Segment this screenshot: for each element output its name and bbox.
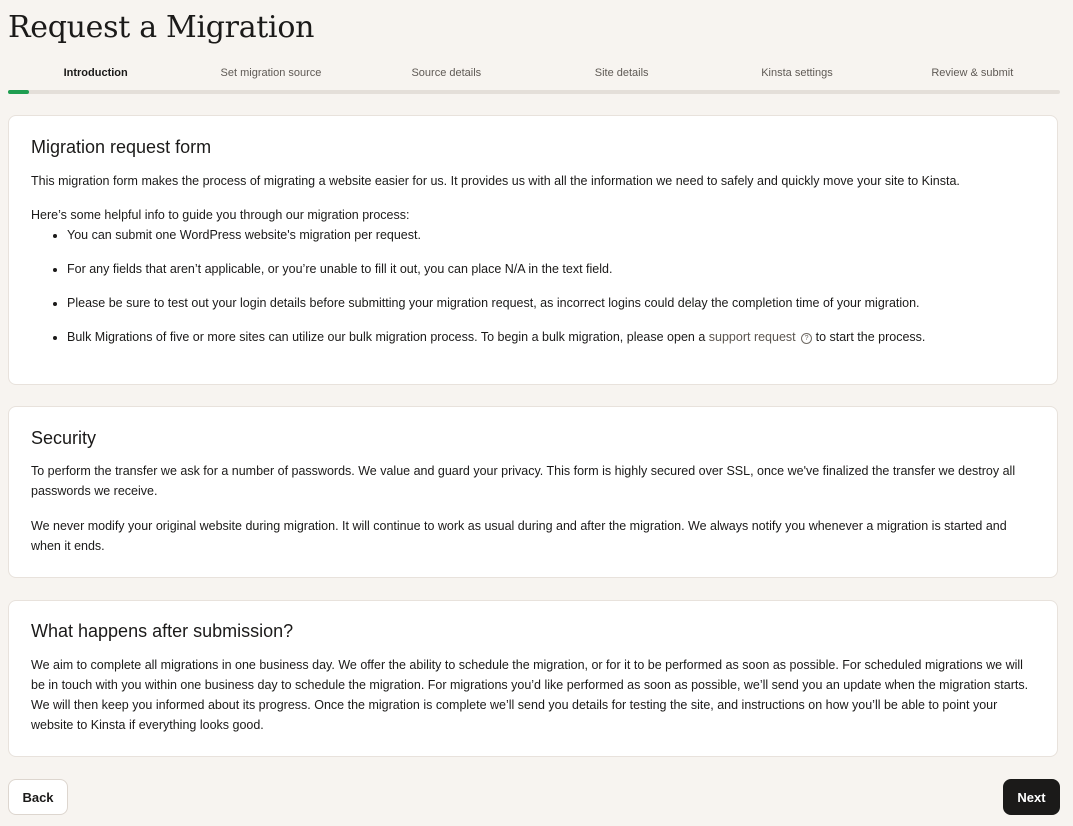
progress-track [8, 90, 1060, 94]
bulk-suffix: to start the process. [815, 330, 926, 344]
support-request-link[interactable] [709, 330, 812, 344]
step-review-submit[interactable]: Review & submit [931, 67, 1014, 79]
intro-bullets [31, 225, 1035, 361]
step-set-migration-source[interactable]: Set migration source [220, 67, 322, 79]
next-button[interactable]: Next [1003, 779, 1060, 815]
support-request-label[interactable]: support request [708, 330, 796, 344]
security-paragraph-1: To perform the transfer we ask for a number of passwords. We value and guard your privacy. This form is highly secured over SSL, once we've finalized the transfer we destroy all passwords we receive. [31, 464, 1016, 498]
security-card [8, 406, 1058, 578]
step-site-details[interactable]: Site details [594, 67, 649, 79]
step-source-details[interactable]: Source details [411, 67, 482, 79]
after-submission-heading: What happens after submission? [31, 621, 294, 641]
after-submission-card [8, 600, 1058, 757]
migration-stepper [8, 64, 1060, 96]
list-item: • You can submit one WordPress website's migration per request. [67, 225, 1035, 245]
step-kinsta-settings[interactable]: Kinsta settings [761, 67, 833, 79]
intro-heading: Migration request form [31, 137, 212, 157]
after-submission-paragraph: We aim to complete all migrations in one business day. We offer the ability to schedule the migration, or for it to be performed as soon as possible. For scheduled migrations we will be in touch with you within one business day to schedule the migration. For migrations you’d like performed as soon as possible, we’ll send you an update when the migration starts. We will then keep you informed about its progress. Once the migration is complete we’ll send you details for testing the site, and instructions on how you’ll be able to point your website to Kinsta if everything looks good. [31, 658, 1029, 732]
security-heading: Security [31, 428, 97, 448]
intro-card [8, 115, 1058, 385]
intro-lead: Here’s some helpful info to guide you through our migration process: [31, 208, 410, 222]
list-item: • For any fields that aren’t applicable, or you’re unable to fill it out, you can place N/A in the text field. [67, 259, 1035, 279]
step-introduction[interactable]: Introduction [63, 67, 128, 79]
intro-description: This migration form makes the process of migrating a website easier for us. It provides us with all the information we need to safely and quickly move your site to Kinsta. [31, 174, 960, 188]
security-paragraph-2: We never modify your original website during migration. It will continue to work as usual during and after the migration. We always notify you whenever a migration is started and when it ends. [31, 519, 1007, 553]
back-button[interactable]: Back [8, 779, 68, 815]
help-circle-icon[interactable]: ? [801, 333, 812, 344]
page-title: Request a Migration [8, 10, 315, 45]
list-item [67, 327, 1035, 347]
list-item: • Please be sure to test out your login details before submitting your migration request, as incorrect logins could delay the completion time of your migration. [67, 293, 1035, 313]
progress-fill [8, 90, 29, 94]
bulk-prefix: Bulk Migrations of five or more sites can utilize our bulk migration process. To begin a bulk migration, please open a [67, 330, 706, 344]
